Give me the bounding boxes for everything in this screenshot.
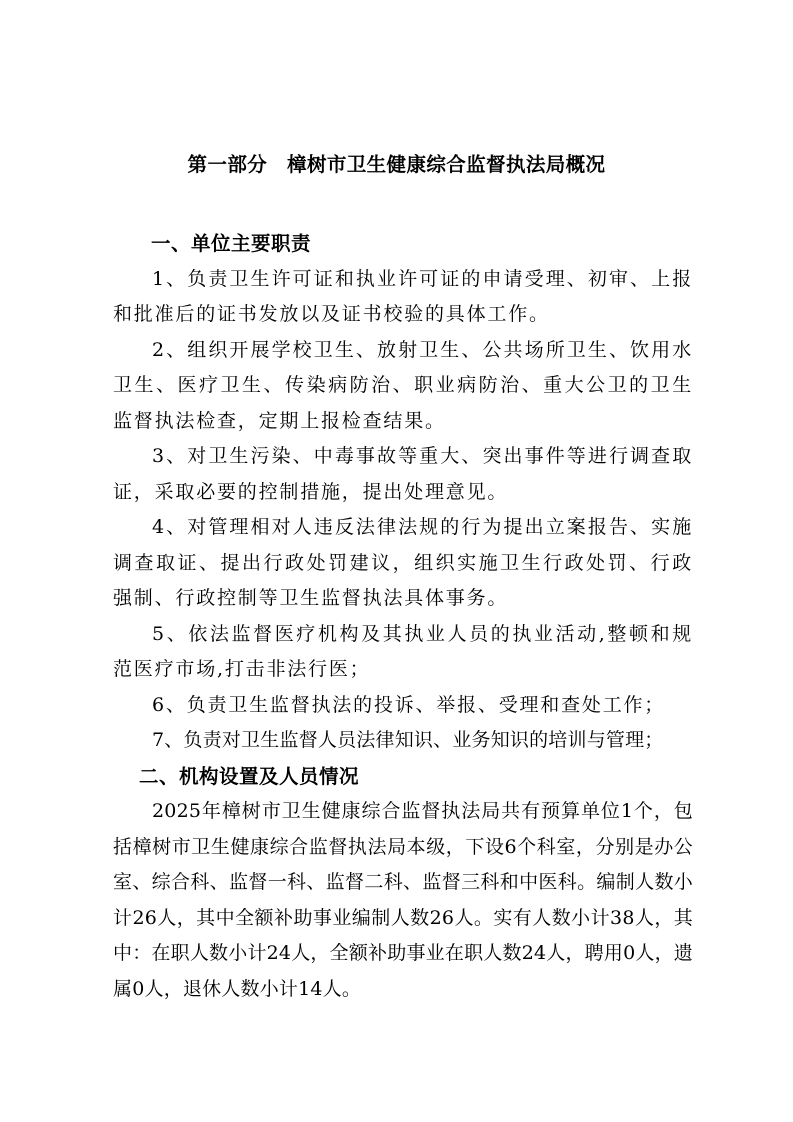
duty-paragraph-5: 5、依法监督医疗机构及其执业人员的执业活动,整顿和规范医疗市场,打击非法行医； [113,622,693,680]
duty-paragraph-7: 7、负责对卫生监督人员法律知识、业务知识的培训与管理； [152,729,664,751]
organization-paragraph: 2025年樟树市卫生健康综合监督执法局共有预算单位1个，包括樟树市卫生健康综合监督执法局本级，下设6个科室，分别是办公室、综合科、监督一科、监督二科、监督三科和中医科。编制人数小计26人，其中全额补助事业编制人数26人。实有人数小计38人，其中：在职人数小计24人，全额补助事业在职人数24人，聘用0人，遗属0人，退休人数小计14人。 [113,800,693,1000]
duty-paragraph-2: 2、组织开展学校卫生、放射卫生、公共场所卫生、饮用水卫生、医疗卫生、传染病防治、职业病防治、重大公卫的卫生监督执法检查，定期上报检查结果。 [113,338,693,432]
document-body [113,226,693,1007]
duty-paragraph-6: 6、负责卫生监督执法的投诉、举报、受理和查处工作； [152,693,666,716]
section-heading-duties: 一、单位主要职责 [151,232,312,255]
section-heading-organization: 二、机构设置及人员情况 [139,764,360,788]
page-title: 第一部分 樟树市卫生健康综合监督执法局概况 [187,153,606,176]
duty-paragraph-3: 3、对卫生污染、中毒事故等重大、突出事件等进行调查取证，采取必要的控制措施，提出处理意见。 [113,445,693,503]
duty-paragraph-4: 4、对管理相对人违反法律法规的行为提出立案报告、实施调查取证、提出行政处罚建议，组织实施卫生行政处罚、行政强制、行政控制等卫生监督执法具体事务。 [113,516,693,609]
duty-paragraph-1: 1、负责卫生许可证和执业许可证的申请受理、初审、上报和批准后的证书发放以及证书校验的具体工作。 [113,267,693,325]
